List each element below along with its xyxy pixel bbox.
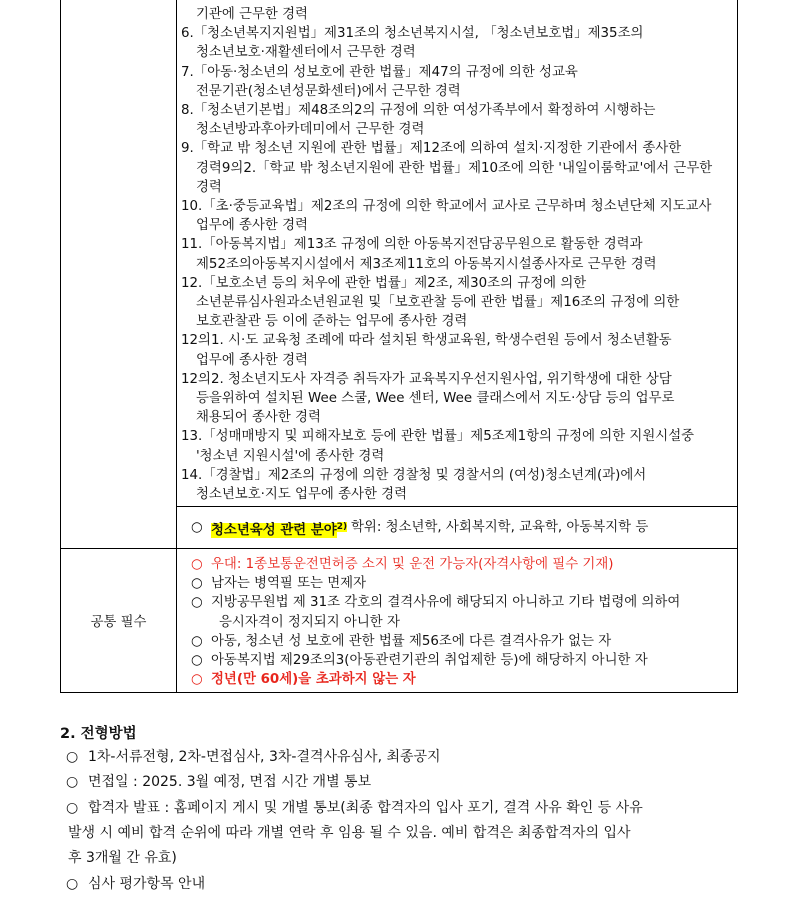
common-requirement-line: 아동복지법 제29조의3(아동관련기관의 취업제한 등)에 해당하지 아니한 자 bbox=[211, 653, 648, 668]
common-bullet: ○ bbox=[191, 595, 203, 611]
common-requirement-line: 응시자격이 정지되지 아니한 자 bbox=[219, 614, 400, 630]
common-requirements-list bbox=[177, 549, 737, 692]
common-bullet: ○ bbox=[191, 576, 203, 592]
common-requirement-line: 정년(만 60세)을 초과하지 않는 자 bbox=[211, 672, 416, 688]
qualification-line: 7.「아동·청소년의 성보호에 관한 법률」제47의 규정에 의한 성교육 bbox=[181, 64, 578, 80]
qualification-line: 9.「학교 밖 청소년 지원에 관한 법률」제12조에 의하여 설치·지정한 기관에서 종사한 bbox=[181, 141, 682, 157]
qualification-line: 청소년보호·재활센터에서 근무한 경력 bbox=[196, 45, 416, 61]
common-bullet: ○ bbox=[191, 672, 203, 688]
method-line: 면접일 : 2025. 3월 예정, 면접 시간 개별 통보 bbox=[88, 774, 372, 791]
qualification-row bbox=[61, 0, 737, 548]
common-label-cell bbox=[61, 549, 177, 692]
method-line: 합격자 발표 : 홈페이지 게시 및 개별 통보(최종 합격자의 입사 포기, 결격 사유 확인 등 사유 bbox=[88, 799, 643, 816]
section-2-title: 2. 전형방법 bbox=[60, 726, 137, 742]
qualification-line: 12의2. 청소년지도사 자격증 취득자가 교육복지우선지원사업, 위기학생에 대한 상담 bbox=[181, 371, 672, 387]
method-bullet: ○ bbox=[66, 749, 79, 765]
common-requirements-row bbox=[61, 548, 737, 692]
qualification-line: 6.「청소년복지지원법」제31조의 청소년복지시설, 「청소년보호법」제35조의 bbox=[181, 26, 644, 42]
common-requirement-line: 우대: 1종보통운전면허증 소지 및 운전 가능자(자격사항에 필수 기재) bbox=[211, 557, 614, 572]
field-bullet: ○ bbox=[191, 520, 203, 535]
qualification-line: 청소년보호·지도 업무에 종사한 경력 bbox=[196, 487, 408, 502]
method-line: 1차-서류전형, 2차-면접심사, 3차-결격사유심사, 최종공지 bbox=[88, 749, 441, 765]
qualification-line: 채용되어 종사한 경력 bbox=[196, 410, 321, 426]
qualification-list bbox=[177, 0, 737, 506]
qualification-line: '청소년 지원시설'에 종사한 경력 bbox=[196, 448, 385, 464]
field-footnote: 2) bbox=[336, 522, 348, 532]
method-bullet: ○ bbox=[66, 774, 79, 791]
qualification-line: 11.「아동복지법」제13조 규정에 의한 아동복지전담공무원으로 활동한 경력과 bbox=[181, 237, 643, 253]
qualification-line: 제52조의아동복지시설에서 제3조제11호의 아동복지시설종사자로 근무한 경력 bbox=[196, 256, 657, 272]
qualification-line: 8.「청소년기본법」제48조의2의 규정에 의한 여성가족부에서 확정하여 시행하는 bbox=[181, 103, 656, 118]
qualification-line: 전문기관(청소년성문화센터)에서 근무한 경력 bbox=[196, 83, 461, 99]
common-bullet: ○ bbox=[191, 633, 203, 649]
common-bullet: ○ bbox=[191, 557, 203, 572]
qualification-line: 보호관찰관 등 이에 준하는 업무에 종사한 경력 bbox=[196, 314, 468, 330]
qualification-label-cell bbox=[61, 0, 177, 548]
qualification-line: 청소년방과후아카데미에서 근무한 경력 bbox=[196, 122, 425, 138]
qualification-line: 업무에 종사한 경력 bbox=[196, 352, 308, 368]
qualification-line: 13.「성매매방지 및 피해자보호 등에 관한 법률」제5조제1항의 규정에 의한 지원시설중 bbox=[181, 429, 695, 445]
field-row bbox=[177, 506, 737, 549]
method-bullet: ○ bbox=[66, 875, 79, 892]
method-line: 후 3개월 간 유효) bbox=[68, 850, 177, 867]
method-bullet: ○ bbox=[66, 799, 79, 816]
field-label-wrap bbox=[211, 518, 347, 540]
qualification-line: 등을위하여 설치된 Wee 스쿨, Wee 센터, Wee 클래스에서 지도·상담 등의 업무로 bbox=[196, 391, 675, 406]
qualification-line: 12.「보호소년 등의 처우에 관한 법률」제2조, 제30조의 규정에 의한 bbox=[181, 275, 587, 291]
qualification-line: 업무에 종사한 경력 bbox=[196, 218, 308, 234]
field-label: 청소년육성 관련 분야 bbox=[211, 523, 337, 539]
qualification-table bbox=[60, 0, 738, 693]
field-degree-text: 학위: 청소년학, 사회복지학, 교육학, 아동복지학 등 bbox=[351, 520, 649, 535]
qualification-line: 소년분류심사원과소년원교원 및「보호관찰 등에 관한 법률」제16조의 규정에 의한 bbox=[196, 295, 680, 310]
common-label: 공통 필수 bbox=[90, 615, 147, 630]
qualification-content-cell bbox=[177, 0, 737, 548]
qualification-line: 14.「경찰법」제2조의 규정에 의한 경찰청 및 경찰서의 (여성)청소년계(과)에서 bbox=[181, 467, 647, 483]
method-line: 발생 시 예비 합격 순위에 따라 개별 연락 후 임용 될 수 있음. 예비 합격은 최종합격자의 입사 bbox=[68, 824, 631, 841]
common-requirement-line: 지방공무원법 제 31조 각호의 결격사유에 해당되지 아니하고 기타 법령에 의하여 bbox=[211, 595, 681, 611]
qualification-line: 경력9의2.「학교 밖 청소년지원에 관한 법률」제10조에 의한 '내일이룸학교'에서 근무한 bbox=[196, 160, 713, 176]
qualification-line: 경력 bbox=[196, 179, 222, 195]
qualification-line: 10.「초·중등교육법」제2조의 규정에 의한 학교에서 교사로 근무하며 청소년단체 지도교사 bbox=[181, 199, 712, 214]
common-requirement-line: 아동, 청소년 성 보호에 관한 법률 제56조에 다른 결격사유가 없는 자 bbox=[211, 633, 612, 649]
common-bullet: ○ bbox=[191, 653, 203, 668]
qualification-line: 기관에 근무한 경력 bbox=[196, 7, 308, 22]
method-line: 심사 평가항목 안내 bbox=[88, 875, 206, 892]
common-requirement-line: 남자는 병역필 또는 면제자 bbox=[211, 576, 367, 592]
qualification-line: 12의1. 시·도 교육청 조례에 따라 설치된 학생교육원, 학생수련원 등에서 청소년활동 bbox=[181, 333, 672, 349]
